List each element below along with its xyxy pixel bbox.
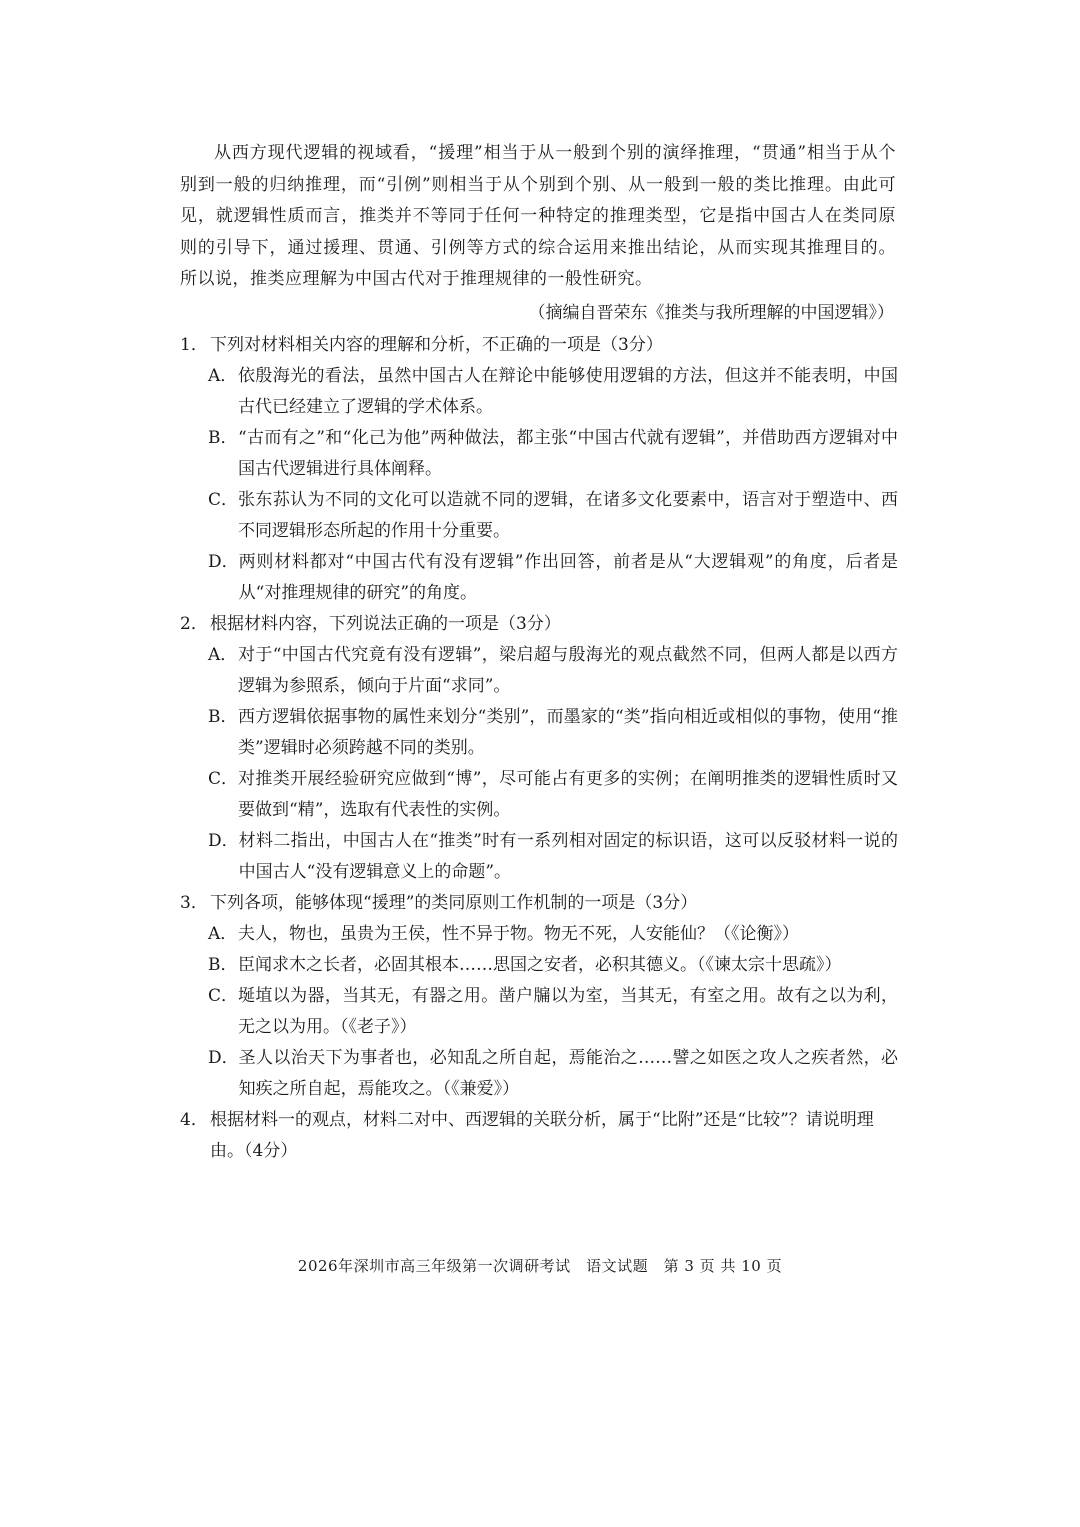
question-number: 1． xyxy=(180,335,208,355)
question-text: 下列对材料相关内容的理解和分析，不正确的一项是（3分） xyxy=(210,335,663,355)
option-key: A． xyxy=(208,924,238,944)
question-number: 4． xyxy=(180,1110,208,1130)
option-text: 对推类开展经验研究应做到“博”，尽可能占有更多的实例；在阐明推类的逻辑性质时又要做到“精”，选取有代表性的实例。 xyxy=(238,769,898,820)
option-d xyxy=(180,826,898,888)
question-text: 根据材料一的观点，材料二对中、西逻辑的关联分析，属于“比附”还是“比较”？请说明理由。（4分） xyxy=(210,1110,874,1161)
option-a xyxy=(180,640,898,702)
option-text: 材料二指出，中国古人在“推类”时有一系列相对固定的标识语，这可以反驳材料一说的中国古人“没有逻辑意义上的命题”。 xyxy=(238,831,898,882)
option-c xyxy=(180,764,898,826)
question-number: 2． xyxy=(180,614,208,634)
option-a xyxy=(180,361,898,423)
question-stem xyxy=(180,1105,898,1167)
question-stem xyxy=(180,330,898,361)
option-key: B． xyxy=(208,955,238,975)
option-key: B． xyxy=(208,707,238,727)
option-text: 埏埴以为器，当其无，有器之用。凿户牖以为室，当其无，有室之用。故有之以为利，无之以为用。（《老子》） xyxy=(238,986,898,1037)
question-list xyxy=(180,330,898,1167)
option-key: A． xyxy=(208,366,238,386)
question-stem xyxy=(180,609,898,640)
option-b xyxy=(180,423,898,485)
question-text: 下列各项，能够体现“援理”的类同原则工作机制的一项是（3分） xyxy=(210,893,698,913)
option-b xyxy=(180,702,898,764)
option-text: 张东荪认为不同的文化可以造就不同的逻辑，在诸多文化要素中，语言对于塑造中、西不同逻辑形态所起的作用十分重要。 xyxy=(238,490,898,541)
option-key: D． xyxy=(208,1048,239,1068)
option-text: 对于“中国古代究竟有没有逻辑”，梁启超与殷海光的观点截然不同，但两人都是以西方逻辑为参照系，倾向于片面“求同”。 xyxy=(238,645,898,696)
question-text: 根据材料内容，下列说法正确的一项是（3分） xyxy=(210,614,561,634)
question-stem xyxy=(180,888,898,919)
option-d xyxy=(180,547,898,609)
question-number: 3． xyxy=(180,893,208,913)
page-footer: 2026年深圳市高三年级第一次调研考试 语文试题 第 3 页 共 10 页 xyxy=(297,1257,783,1275)
option-c xyxy=(180,981,898,1043)
option-a xyxy=(180,919,898,950)
question-1 xyxy=(180,330,898,609)
passage-paragraph: 从西方现代逻辑的视域看，“援理”相当于从一般到个别的演绎推理，“贯通”相当于从个别到一般的归纳推理，而“引例”则相当于从个别到个别、从一般到一般的类比推理。由此可见，就逻辑性质而言，推类并不等同于任何一种特定的推理类型，它是指中国古人在类同原则的引导下，通过援理、贯通、引例等方式的综合运用来推出结论，从而实现其推理目的。所以说，推类应理解为中国古代对于推理规律的一般性研究。 xyxy=(180,143,896,289)
option-c xyxy=(180,485,898,547)
option-d xyxy=(180,1043,898,1105)
option-key: A． xyxy=(208,645,238,665)
option-text: 两则材料都对“中国古代有没有逻辑”作出回答，前者是从“大逻辑观”的角度，后者是从“对推理规律的研究”的角度。 xyxy=(238,552,898,603)
option-key: D． xyxy=(208,831,239,851)
option-key: B． xyxy=(208,428,238,448)
option-key: C． xyxy=(208,769,239,789)
question-2 xyxy=(180,609,898,888)
option-text: 依殷海光的看法，虽然中国古人在辩论中能够使用逻辑的方法，但这并不能表明，中国古代已经建立了逻辑的学术体系。 xyxy=(238,366,898,417)
option-text: 夫人，物也，虽贵为王侯，性不异于物。物无不死，人安能仙？（《论衡》） xyxy=(238,924,799,944)
question-4 xyxy=(180,1105,898,1167)
option-key: D． xyxy=(208,552,239,572)
option-b xyxy=(180,950,898,981)
option-text: 西方逻辑依据事物的属性来划分“类别”，而墨家的“类”指向相近或相似的事物，使用“推类”逻辑时必须跨越不同的类别。 xyxy=(238,707,898,758)
option-key: C． xyxy=(208,490,239,510)
option-key: C． xyxy=(208,986,239,1006)
option-text: 臣闻求木之长者，必固其根本……思国之安者，必积其德义。（《谏太宗十思疏》） xyxy=(238,955,842,975)
question-3 xyxy=(180,888,898,1105)
passage-source: （摘编自晋荣东《推类与我所理解的中国逻辑》） xyxy=(528,303,894,323)
option-text: “古而有之”和“化己为他”两种做法，都主张“中国古代就有逻辑”，并借助西方逻辑对中国古代逻辑进行具体阐释。 xyxy=(238,428,898,479)
option-text: 圣人以治天下为事者也，必知乱之所自起，焉能治之……譬之如医之攻人之疾者然，必知疾之所自起，焉能攻之。（《兼爱》） xyxy=(238,1048,898,1099)
